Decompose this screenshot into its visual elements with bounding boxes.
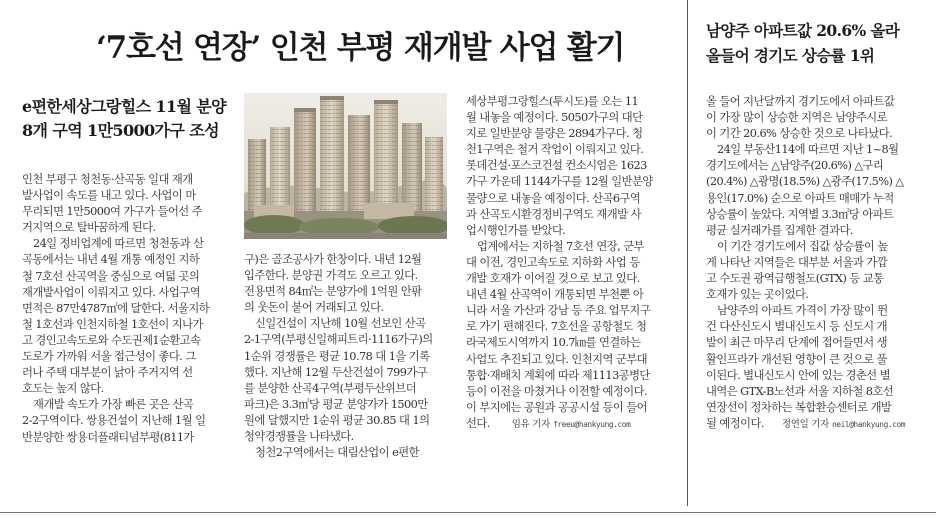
text-line: 평균 실거래가를 집계한 결과다. bbox=[706, 223, 853, 237]
article-column-1 bbox=[22, 172, 231, 446]
text-line: 전용면적 84㎡는 분양가에 1억원 안팎 bbox=[244, 285, 422, 299]
column-divider bbox=[687, 0, 688, 506]
text-line: 이 기간 경기도에서 집값 상승률이 높 bbox=[717, 239, 888, 253]
text-line: 2-2구역이다. 쌍용건설이 지난해 1월 일 bbox=[22, 414, 206, 428]
text-line: 남양주의 아파트 가격이 가장 많이 뛴 bbox=[717, 304, 888, 318]
side-title-line-2: 올들어 경기도 상승률 1위 bbox=[706, 46, 875, 65]
text-line: 이 기간 20.6% 상승한 것으로 나타났다. bbox=[706, 127, 893, 141]
article-column-2 bbox=[244, 252, 456, 461]
text-line: 지로 일반분양 물량은 2894가구다. 청 bbox=[466, 127, 643, 141]
text-line: 청천2구역에서는 대림산업이 e편한 bbox=[255, 446, 419, 460]
text-line: 무리되면 1만5000여 가구가 들어선 주 bbox=[22, 205, 203, 219]
text-line: 24일 정비업계에 따르면 청천동과 산 bbox=[33, 237, 204, 251]
text-line: 2-1구역(부평신일해피트리·1116가구)의 bbox=[244, 333, 433, 347]
text-line: 니라 서울 가산과 강남 등 주요 업무지구 bbox=[466, 304, 651, 318]
text-line: 용인(17.0%) 순으로 아파트 매매가 누적 bbox=[706, 191, 894, 205]
text-line: 호재가 있는 곳이었다. bbox=[706, 288, 809, 302]
text-line: 선다. bbox=[466, 416, 490, 430]
text-line: 반분양한 쌍용더플래티넘부평(811가 bbox=[22, 430, 194, 444]
text-line: 고 경인고속도로와 수도권제1순환고속 bbox=[22, 333, 201, 347]
text-line: 구)은 골조공사가 한창이다. 내년 12월 bbox=[244, 253, 422, 266]
text-line: 면적은 87만4787㎡에 달한다. 서울지하 bbox=[22, 301, 210, 315]
text-line: 1순위 경쟁률은 평균 10.78 대 1을 기록 bbox=[244, 349, 430, 363]
text-line: 이 부지에는 공원과 공공시설 등이 들어 bbox=[466, 400, 648, 414]
text-line: 24일 부동산114에 따르면 지난 1~8월 bbox=[717, 143, 899, 157]
text-line: 이 가장 많이 상승한 지역은 남양주시로 bbox=[706, 111, 888, 125]
text-line: 철 1호선과 인천지하철 1호선이 지나가 bbox=[22, 317, 203, 331]
text-line: 철 7호선 산곡역을 중심으로 여덟 곳의 bbox=[22, 269, 200, 283]
text-line: 라국제도시역까지 10.7㎞를 연결하는 bbox=[466, 336, 641, 350]
article-column-3 bbox=[466, 94, 678, 432]
text-line: 활인프라가 개선된 영향이 큰 것으로 풀 bbox=[706, 352, 888, 366]
text-line: 신일건설이 지난해 10월 선보인 산곡 bbox=[255, 317, 426, 331]
text-line: 세상부평그랑힐스(투시도)를 오는 11 bbox=[466, 95, 639, 108]
byline-email: freeu@hankyung.com bbox=[553, 419, 631, 429]
headline: ‘7호선 연장’ 인천 부평 재개발 사업 활기 bbox=[96, 30, 625, 66]
subhead-line-1: e편한세상그랑힐스 11월 분양 bbox=[22, 97, 227, 116]
text-line: 도로가 가까워 서울 접근성이 좋다. 그 bbox=[22, 350, 196, 364]
text-line: 로 가기 편해진다. 7호선을 공항철도 청 bbox=[466, 320, 647, 334]
text-line: 호도는 높지 않다. bbox=[22, 382, 104, 396]
text-line: 했다. 지난해 12월 두산건설이 799가구 bbox=[244, 365, 428, 379]
text-line: 통합·재배치 계획에 따라 제1113공병단 bbox=[466, 368, 650, 382]
byline-reporter: 임유 기자 bbox=[511, 418, 551, 430]
text-line: 천1구역은 철거 작업이 이뤄지고 있다. bbox=[466, 143, 644, 157]
text-line: 될 예정이다. bbox=[706, 416, 764, 430]
text-line: 재개발 속도가 가장 빠른 곳은 산곡 bbox=[33, 398, 194, 412]
last-line-with-byline bbox=[466, 416, 678, 432]
text-line: 경기도에서는 △남양주(20.6%) △구리 bbox=[706, 159, 884, 173]
text-line: 의 웃돈이 붙어 거래되고 있다. bbox=[244, 301, 384, 315]
text-line: 인천 부평구 청천동·산곡동 일대 재개 bbox=[22, 173, 193, 186]
text-line: 내역은 GTX-B노선과 서울 지하철 8호선 bbox=[706, 384, 894, 398]
text-line: 고 수도권 광역급행철도(GTX) 등 교통 bbox=[706, 272, 884, 286]
text-line: 물량으로 내놓을 예정이다. 산곡6구역 bbox=[466, 191, 641, 205]
text-line: 연장선이 정차하는 복합환승센터로 개발 bbox=[706, 400, 892, 414]
side-article-body bbox=[706, 94, 930, 432]
text-line: 개발 호재가 이어질 것으로 보고 있다. bbox=[466, 272, 640, 286]
byline-email: neil@hankyung.com bbox=[832, 419, 906, 429]
page-bottom-rule bbox=[0, 512, 936, 513]
apartment-rendering-image bbox=[244, 93, 447, 239]
text-line: 등이 이전을 마쳤거나 이전할 예정이다. bbox=[466, 384, 648, 398]
text-line: 과 산곡도시환경정비구역도 재개발 사 bbox=[466, 207, 641, 221]
text-line: 재개발사업이 이뤄지고 있다. 사업구역 bbox=[22, 285, 200, 299]
text-line: 발이 최근 마무리 단계에 접어들면서 생 bbox=[706, 336, 888, 350]
text-line: 청약경쟁률을 나타냈다. bbox=[244, 430, 354, 444]
text-line: 거지역으로 탈바꿈하게 된다. bbox=[22, 221, 156, 235]
side-article-title bbox=[706, 18, 899, 68]
text-line: 업계에서는 지하철 7호선 연장, 군부 bbox=[477, 239, 644, 253]
last-line-with-byline bbox=[706, 416, 930, 432]
text-line: 상승률이 높았다. 지역별 3.3㎡당 아파트 bbox=[706, 207, 894, 221]
rendering-photo bbox=[244, 93, 447, 239]
text-line: 게 나타난 지역들은 대부분 서울과 가깝 bbox=[706, 255, 888, 269]
subhead bbox=[22, 95, 226, 143]
text-line: (20.4%) △광명(18.5%) △광주(17.5%) △ bbox=[706, 175, 904, 189]
text-line: 사업도 추진되고 있다. 인천지역 군부대 bbox=[466, 352, 648, 366]
text-line: 올 들어 지난달까지 경기도에서 아파트값 bbox=[706, 95, 895, 108]
text-line: 가구 가운데 1144가구를 12월 일반분양 bbox=[466, 175, 653, 189]
text-line: 롯데건설·포스코건설 컨소시엄은 1623 bbox=[466, 159, 647, 173]
subhead-line-2: 8개 구역 1만5000가구 조성 bbox=[22, 121, 219, 140]
text-line: 이된다. 별내신도시 안에 있는 경춘선 별 bbox=[706, 368, 891, 382]
text-line: 러나 주택 대부분이 낡아 주거지역 선 bbox=[22, 366, 193, 380]
text-line: 를 분양한 산곡4구역(부평두산위브더 bbox=[244, 381, 417, 395]
text-line: 대 이전, 경인고속도로 지하화 사업 등 bbox=[466, 255, 640, 269]
side-title-line-1: 남양주 아파트값 20.6% 올라 bbox=[706, 21, 900, 40]
text-line: 건 다산신도시 별내신도시 등 신도시 개 bbox=[706, 320, 888, 334]
text-line: 발사업이 속도를 내고 있다. 사업이 마 bbox=[22, 189, 196, 203]
text-line: 입주한다. 분양권 가격도 오르고 있다. bbox=[244, 269, 418, 283]
text-line: 업시행인가를 받았다. bbox=[466, 223, 566, 237]
text-line: 곡동에서는 내년 4월 개통 예정인 지하 bbox=[22, 253, 200, 267]
text-line: 월 내놓을 예정이다. 5050가구의 대단 bbox=[466, 111, 643, 125]
byline-reporter: 정연일 기자 bbox=[781, 418, 830, 430]
text-line: 파크)은 3.3㎡당 평균 분양가가 1500만 bbox=[244, 397, 428, 411]
text-line: 내년 4월 산곡역이 개통되면 부천뿐 아 bbox=[466, 288, 644, 302]
text-line: 원에 달했지만 1순위 평균 30.85 대 1의 bbox=[244, 413, 430, 427]
